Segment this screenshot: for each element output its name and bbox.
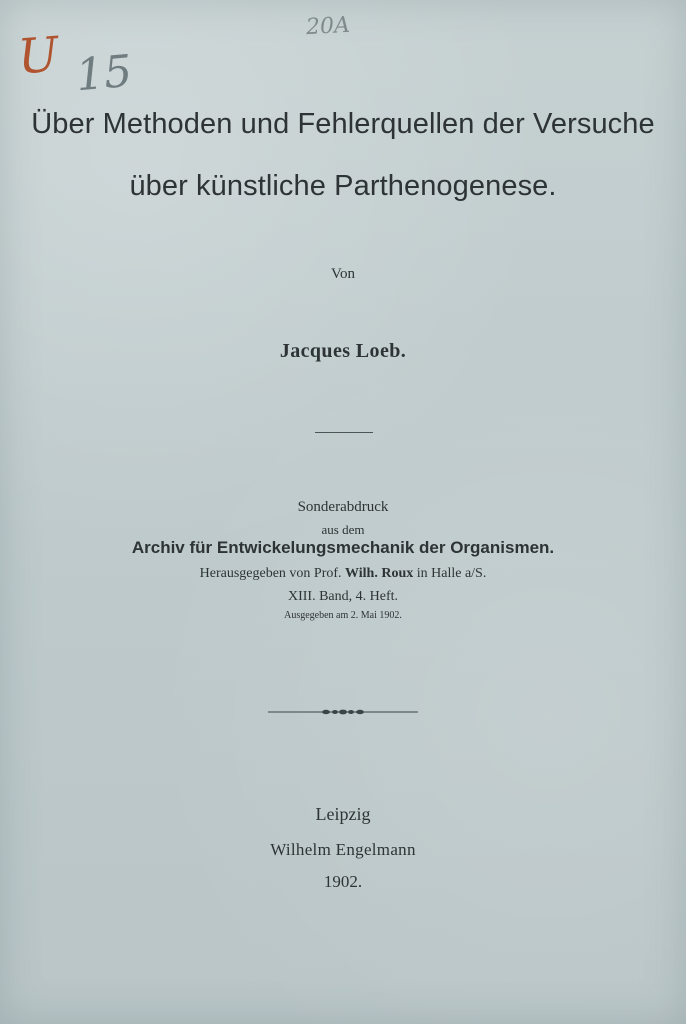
divider-rule [315, 432, 373, 433]
sonderabdruck-label: Sonderabdruck [297, 499, 389, 515]
handwritten-red-mark: U [16, 26, 61, 86]
author-name: Jacques Loeb. [279, 340, 407, 362]
aus-dem-label: aus dem [321, 522, 365, 537]
editor-prefix: Herausgegeben von Prof. [199, 566, 342, 581]
ornament-divider [268, 704, 418, 720]
journal-title: Archiv für Entwickelungsmechanik der Organismen. [131, 538, 555, 557]
title-line-2: über künstliche Parthenogenese. [129, 170, 557, 202]
editor-line [0, 566, 686, 582]
editor-suffix: in Halle a/S. [416, 566, 487, 581]
volume-line: XIII. Band, 4. Heft. [287, 589, 399, 604]
editor-name: Wilh. Roux [345, 566, 414, 581]
issued-date-line: Ausgegeben am 2. Mai 1902. [284, 610, 402, 621]
title-line-1: Über Methoden und Fehlerquellen der Versuche [31, 108, 655, 140]
byline-von: Von [331, 266, 355, 282]
imprint-publisher: Wilhelm Engelmann [270, 840, 416, 859]
handwritten-shelf-number: 15 [73, 45, 135, 102]
handwritten-top-note: 20A [305, 12, 351, 41]
imprint-year: 1902. [323, 872, 363, 891]
imprint-city: Leipzig [315, 804, 371, 824]
